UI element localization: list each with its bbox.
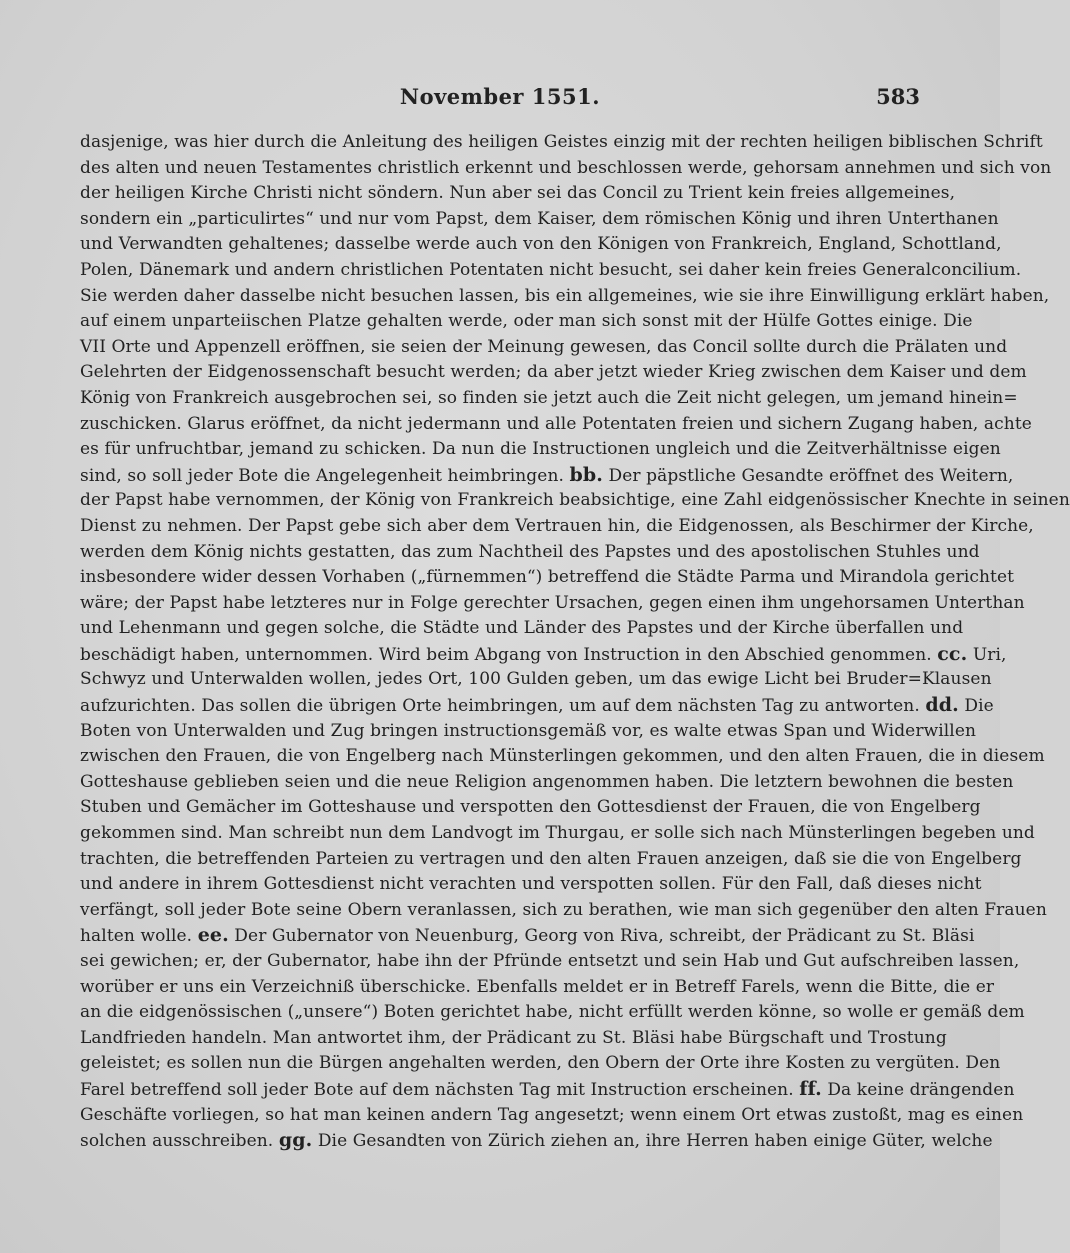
text-line (80, 1103, 1024, 1129)
section-marker: ff. (799, 1077, 822, 1100)
text-line (80, 744, 1045, 770)
text-line (80, 386, 1018, 412)
text-segment: Landfrieden handeln. Man antwortet ihm, der Prädicant zu St. Bläsi habe Bürgschaft und Trostung (80, 1027, 947, 1048)
body-text (80, 130, 1070, 1154)
text-segment: an die eidgenössischen („unsere“) Boten gerichtet habe, nicht erfüllt werden könne, so wolle er gemäß dem (80, 1002, 1025, 1023)
text-segment: Sie werden daher dasselbe nicht besuchen lassen, bis ein allgemeines, wie sie ihre Einwilligung erklärt haben, (80, 285, 1050, 306)
text-line (80, 847, 1022, 873)
text-line (80, 1051, 1001, 1077)
text-line (80, 591, 1025, 617)
text-line (80, 335, 1008, 361)
text-line (80, 872, 982, 898)
text-segment: König von Frankreich ausgebrochen sei, so finden sie jetzt auch die Zeit nicht gelegen, um jemand hinein= (80, 387, 1018, 408)
text-segment: wäre; der Papst habe letzteres nur in Folge gerechter Ursachen, gegen einen ihm ungehorsamen Unterthan (80, 592, 1025, 613)
text-segment: sei gewichen; er, der Gubernator, habe ihn der Pfründe entsetzt und sein Hab und Gut aufschreiben lassen, (80, 951, 1020, 971)
text-line (80, 1128, 993, 1154)
text-line (80, 1077, 1015, 1103)
text-segment: es für unfruchtbar, jemand zu schicken. Da nun die Instructionen ungleich und die Zeitverhältnisse eigen (80, 439, 1001, 460)
text-segment: dasjenige, was hier durch die Anleitung des heiligen Geistes einzig mit der rechten heiligen biblischen Schrift (80, 132, 1043, 152)
text-segment: beschädigt haben, unternommen. Wird beim Abgang von Instruction in den Abschied genommen. (80, 644, 938, 665)
text-line (80, 488, 1070, 514)
text-segment: werden dem König nichts gestatten, das zum Nachtheil des Papstes und des apostolischen Stuhles und (80, 541, 980, 562)
text-segment: Uri, (967, 644, 1007, 665)
text-line (80, 642, 1007, 668)
text-segment: zuschicken. Glarus eröffnet, da nicht jedermann und alle Potentaten freien und sichern Zugang haben, achte (80, 413, 1032, 434)
text-line (80, 232, 1002, 258)
text-segment: verfängt, soll jeder Bote seine Obern veranlassen, sich zu berathen, wie man sich gegenüber den alten Frauen (80, 899, 1047, 920)
text-segment: Dienst zu nehmen. Der Papst gebe sich aber dem Vertrauen hin, die Eidgenossen, als Beschirmer der Kirche, (80, 515, 1034, 536)
text-segment: Gotteshause geblieben seien und die neue Religion angenommen haben. Die letztern bewohnen die besten (80, 771, 1014, 792)
text-line (80, 156, 1052, 182)
text-segment: aufzurichten. Das sollen die übrigen Orte heimbringen, um auf dem nächsten Tag zu antworten. (80, 696, 926, 717)
text-segment: des alten und neuen Testamentes christlich erkennt und beschlossen werde, gehorsam annehmen und sich von (80, 157, 1052, 178)
text-line (80, 181, 956, 207)
running-title: November 1551. (399, 84, 601, 109)
text-segment: Da keine drängenden (821, 1079, 1015, 1100)
text-line (80, 795, 981, 821)
text-line (80, 412, 1032, 438)
text-line (80, 565, 1015, 591)
text-line (80, 360, 1027, 386)
text-segment: Farel betreffend soll jeder Bote auf dem nächsten Tag mit Instruction erscheinen. (80, 1079, 800, 1100)
text-segment: Boten von Unterwalden und Zug bringen instructionsgemäß vor, es walte etwas Span und Widerwillen (80, 720, 977, 741)
text-line (80, 309, 973, 335)
section-marker: bb. (569, 463, 604, 486)
text-line (80, 821, 1035, 847)
text-line (80, 923, 975, 949)
text-segment: sind, so soll jeder Bote die Angelegenheit heimbringen. (80, 465, 570, 486)
text-line (80, 207, 999, 233)
text-segment: solchen ausschreiben. (80, 1131, 279, 1152)
text-line (80, 437, 1001, 463)
text-segment: auf einem unparteiischen Platze gehalten werde, oder man sich sonst mit der Hülfe Gottes einige. Die (80, 311, 973, 332)
text-segment: Die (958, 696, 994, 717)
text-line (80, 284, 1050, 310)
text-line (80, 898, 1047, 924)
text-line (80, 770, 1014, 796)
text-segment: und Lehenmann und gegen solche, die Städte und Länder des Papstes und der Kirche überfallen und (80, 618, 964, 639)
text-segment: Stuben und Gemächer im Gotteshause und verspotten den Gottesdienst der Frauen, die von Engelberg (80, 797, 981, 818)
text-line (80, 1026, 947, 1052)
text-line (80, 667, 992, 693)
text-segment: und andere in ihrem Gottesdienst nicht verachten und verspotten sollen. Für den Fall, daß dieses nicht (80, 874, 982, 895)
text-segment: trachten, die betreffenden Parteien zu vertragen und den alten Frauen anzeigen, daß sie die von Engelberg (80, 848, 1022, 869)
text-segment: halten wolle. (80, 926, 198, 947)
text-segment: zwischen den Frauen, die von Engelberg nach Münsterlingen gekommen, und den alten Frauen, die in diesem (80, 746, 1045, 767)
text-line (80, 463, 1014, 489)
text-segment: Schwyz und Unterwalden wollen, jedes Ort, 100 Gulden geben, um das ewige Licht bei Bruder=Klausen (80, 669, 992, 690)
text-segment: Der päpstliche Gesandte eröffnet des Weitern, (603, 465, 1014, 486)
page-number: 583 (876, 84, 920, 109)
section-marker: ee. (197, 924, 229, 947)
section-marker: dd. (925, 694, 959, 717)
text-line (80, 540, 980, 566)
text-segment: und Verwandten gehaltenes; dasselbe werde auch von den Königen von Frankreich, England, Schottland, (80, 234, 1002, 255)
text-line (80, 514, 1034, 540)
section-marker: cc. (937, 642, 968, 665)
text-segment: sondern ein „particulirtes“ und nur vom Papst, dem Kaiser, dem römischen König und ihren Unterthanen (80, 208, 999, 229)
text-segment: der Papst habe vernommen, der König von Frankreich beabsichtige, eine Zahl eidgenössischer Knechte in seinen (80, 490, 1070, 511)
text-segment: gekommen sind. Man schreibt nun dem Landvogt im Thurgau, er solle sich nach Münsterlingen begeben und (80, 823, 1035, 844)
text-segment: Geschäfte vorliegen, so hat man keinen andern Tag angesetzt; wenn einem Ort etwas zustoßt, mag es einen (80, 1104, 1024, 1125)
text-segment: Gelehrten der Eidgenossenschaft besucht werden; da aber jetzt wieder Krieg zwischen dem Kaiser und dem (80, 362, 1027, 383)
text-segment: worüber er uns ein Verzeichniß überschicke. Ebenfalls meldet er in Betreff Farels, wenn die Bitte, die er (80, 976, 995, 997)
section-marker: gg. (278, 1129, 313, 1152)
text-line (80, 616, 964, 642)
text-line (80, 693, 994, 719)
text-segment: Die Gesandten von Zürich ziehen an, ihre Herren haben einige Güter, welche (312, 1131, 993, 1152)
text-line (80, 975, 995, 1001)
text-segment: VII Orte und Appenzell eröffnen, sie seien der Meinung gewesen, das Concil sollte durch die Prälaten und (80, 336, 1008, 357)
text-segment: insbesondere wider dessen Vorhaben („fürnemmen“) betreffend die Städte Parma und Mirandola gerichtet (80, 567, 1015, 588)
text-line (80, 719, 977, 745)
text-line (80, 258, 1022, 284)
text-line (80, 1000, 1025, 1026)
text-segment: geleistet; es sollen nun die Bürgen angehalten werden, den Obern der Orte ihre Kosten zu vergüten. Den (80, 1053, 1001, 1074)
text-segment: der heiligen Kirche Christi nicht söndern. Nun aber sei das Concil zu Trient kein freies allgemeines, (80, 183, 956, 204)
text-line (80, 949, 1020, 975)
page-header (80, 84, 920, 114)
text-segment: Der Gubernator von Neuenburg, Georg von Riva, schreibt, der Prädicant zu St. Bläsi (228, 926, 975, 947)
text-segment: Polen, Dänemark und andern christlichen Potentaten nicht besucht, sei daher kein freies Generalconcilium. (80, 259, 1022, 280)
text-line (80, 130, 1043, 156)
